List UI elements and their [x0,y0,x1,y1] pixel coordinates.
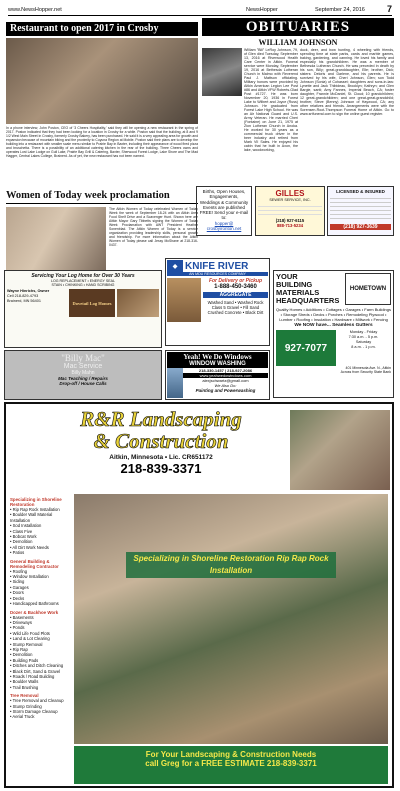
rr-service-label: Land & Lot Clearing [12,636,50,642]
rr-footer-line-1: For Your Landscaping & Construction Needs [145,750,317,759]
log-home-line2: STAIN • CHINKING • HAND SCRIBING [51,283,115,287]
bullet-icon: • [10,590,13,596]
bullet-icon: • [10,673,13,679]
building-title-3: MATERIALS [276,288,320,297]
gilles-services-list [258,204,322,218]
rr-phone: 218-839-3371 [120,461,202,476]
rr-service-label: Driveways [12,619,32,625]
licensed-title: LICENSED & INSURED [336,189,385,194]
rr-service-label: Siding [12,579,25,585]
rr-title-1: R&R Landscaping [80,407,242,431]
billy-mac-tag-2: Drop-off / House Calls [59,381,107,386]
rr-service-label: Class Five [12,528,33,534]
bullet-icon: • [10,698,13,704]
rr-rock-photo [74,494,388,744]
bullet-icon: • [10,709,13,714]
rr-footer-line-2: call Greg for a FREE ESTIMATE 218-839-3371 [145,759,317,768]
rr-logo-block [36,408,286,478]
building-address-2: Across from Security State Bank [340,370,391,374]
rr-service-label: Rip Rap [12,646,28,652]
rr-house-photo [290,410,390,490]
licensed-services [330,196,391,222]
building-title-4: HEADQUARTERS [276,296,340,305]
rr-service-label: Boulder Walls [12,679,39,685]
page-header [8,6,392,16]
rr-service-label: Basements [12,614,34,620]
knife-river-logo-icon: ◆ [167,260,183,272]
bullet-icon: • [10,614,13,620]
bullet-icon: • [10,574,13,580]
licensed-insured-ad [327,186,394,236]
bullet-icon: • [10,550,13,556]
log-home-logo: Dovetail Log Homes [69,289,115,317]
rr-service-label: Demolition [12,652,33,658]
building-services: Quality Homes • Additions • Cottages • Garages • Farm Buildings • Storage Sheds • Decks • Porches • Remodeling Plywood • Lumber • Roofing • Insulation • Hardware • Millwork • Fencing [276,307,391,322]
log-home-title: Servicing Your Log Home for Over 30 Years [31,273,135,279]
billy-mac-ad [4,350,162,400]
building-title-2: BUILDING [276,280,313,289]
bullet-icon: • [10,601,13,607]
knife-river-line2: Class 5 Gravel • Fill Sand [211,305,260,310]
rr-service-item [10,601,72,606]
rr-service-item [10,685,72,690]
obituary-col1: William "Bill" LeRoy Johnson, 79, of Glen died Tuesday, September 13, 2016 at Riverwood Health Care Center in Aitkin. Funeral service were Monday, September 19, 2016 at Bethesda Lutheran Church in Malmo with Reverend Paul J. Mattson officiating. Military honors were provided by Aitkin American Legion Lee Post #86 and Aitkin VFW Roberts-Glad Post #1727. He was born November 20, 1936 in Forest Lake to Wilbert and Joyce (Russ) Johnson. He graduated from Forest Lake High School. He was an Air National Guard and U.S. Army Veteran. He married Cheri (Fontaine) on June 21, 1975 at Zion Lutheran Church in Anoka. He worked for 30 years as a commercial truck driver in the beer industry and retired from Mark VII Sales. He enjoyed his cabin that he built in Axon, the lake, woodworking, [244,48,298,152]
obituaries-banner: OBITUARIES [202,18,394,36]
rr-service-label: Wild Life Food Plots [12,630,50,636]
rr-service-label: Window Installation [12,574,49,580]
announcements-email[interactable]: hopper@ [214,220,234,226]
log-home-phone: Cell 218-829-4793 [7,294,39,298]
bullet-icon: • [10,636,13,642]
rr-service-label: Storm Damage Cleanup [12,709,58,714]
window-email[interactable]: alexjschwartz@gmail.com [202,378,249,383]
billy-mac-tag: Mac Teaching / Repairs [58,376,108,381]
knife-river-photo [167,278,201,322]
rr-service-label: Garages [12,584,29,590]
bullet-icon: • [10,668,13,674]
rr-service-label: Black Dirt, Sand & Gravel [12,668,61,674]
knife-river-line3: Crushed Concrete • Black Dirt [207,310,264,315]
bullet-icon: • [10,625,13,631]
restaurant-headline: Restaurant to open 2017 in Crosby [6,22,198,36]
bullet-icon: • [10,630,13,636]
women-body: The Aitkin Women of Today celebrated Women of Today Week the week of September 18-24 with an Aitkin Area Food Shelf Drive and a Scavenger Hunt. Shown here are Aitkin Mayor Gary Tibbetts signing the Women of Today Week Proclamation with AWT President Heather Sonenblad. The Aitkin Women of Today is a service organization providing leadership skills, personal growth and friendship. For more information about the Aitkin Women of Today please call Jessy McShane at 218-316-0437. [109,207,198,247]
log-home-owner: Wayne Hinrichs, Owner [7,289,50,293]
restaurant-body: In a phone interview, John Poston, CEO of '3 Cheers Hospitality,' said they will be opening a new restaurant in the spring of 2017. Poston indicated that they had been looking for a location in Crosby for a while. Poston said that the building, at 8 and 9 1/2 West Main Street in Crosby, formerly Crosby Bakery, has been purchased. He said it is a very appealing area for growth and expansion because of mountain biking and the proximity to Cuyuna Region at Mobile. Poston said their plans are to develop the building into a restaurant with smaller scale menu similar to Prairie Bay in Baxter, including their appearance of wood fired pizza and bruschetta. There is a possibility of an additional catering kitchen in the rear of the building. Three Cheers owns and operates Lost Lake Lodge on Gull Lake, Prairie Bay Grill & Catering, Baxter, Sherwood Forest Lodge, Lake Shore and The Mad Hagger, Central Lakes College, Brainerd. As of yet, the new restaurant has not been named. [6,126,198,158]
site-url: www.NewsHopper.net [8,7,62,13]
billy-mac-subtitle: Mac Service [63,363,103,370]
log-home-photo [117,289,159,317]
gilles-phone-2: 888-713-5234 [276,223,304,228]
bullet-icon: • [10,652,13,658]
rr-service-label: Demolition [12,539,33,545]
gilles-sewer-ad [255,186,325,236]
free-announcements-box [196,186,252,236]
licensed-phone: (218) 927-3639 [330,224,391,230]
window-phone: 218-330-1457 | 218-927-2086 [198,368,253,373]
bullet-icon: • [10,534,13,540]
bullet-icon: • [10,528,13,534]
issue-date: September 24, 2016 [315,7,365,13]
knife-river-ad [165,258,270,346]
log-home-line1: LOG REPLACEMENT • ENERGY SEAL [50,279,116,283]
rr-service-label: Aerial Truck [12,714,35,720]
rr-service-label: Doors [12,590,24,596]
knife-river-line1: Washed Sand • Washed Rock [207,300,264,305]
obituary-col1-top [244,48,298,152]
bullet-icon: • [10,595,13,601]
hometown-building-ad [273,270,394,398]
bullet-icon: • [10,568,13,574]
bullet-icon: • [10,657,13,663]
rr-title-2: & Construction [93,429,229,453]
knife-river-delivery: For Delivery or Pickup [208,278,263,284]
rr-service-label: Patios [12,550,25,556]
bullet-icon: • [10,539,13,545]
knife-river-phone: 1-888-450-3460 [214,284,257,290]
window-services: Painting and Powerwashing [195,388,256,393]
bullet-icon: • [10,663,13,669]
bullet-icon: • [10,646,13,652]
window-subtitle: WINDOW WASHING [189,361,246,367]
window-photo [167,368,183,398]
hometown-logo: HOMETOWN [345,273,391,305]
rr-category-title: Specializing in Shoreline Restoration [10,497,62,507]
rr-service-label: Sod Installation [12,523,42,529]
rr-category-title: Dozer & Backhoe Work [10,609,59,615]
bullet-icon: • [10,679,13,685]
bullet-icon: • [10,703,13,709]
rr-service-label: Building Pads [12,657,39,663]
rr-service-label: Roofing [12,568,28,574]
rr-service-label: Stump Grinding [12,703,42,709]
rr-service-label: Ditches and Ditch Cleaning [12,663,64,669]
building-address-1: 401 Minnesota Ave. N., Aitkin [345,366,391,370]
building-slogan: We NOW have... Seamless Gutters [294,323,373,328]
rr-banner: Specializing in Shoreline Restoration Rip Rap Rock Installation [126,552,336,578]
women-photo [6,207,106,271]
knife-river-aggregate: AGGREGATE [203,292,268,298]
rr-category-title: Tree Removal [10,693,39,699]
building-hours-3: Saturday [355,340,372,344]
announcements-domain[interactable]: crosbyironton.net [206,226,242,232]
rr-service-item [10,512,72,523]
rr-service-label: Tree Removal and Cleanup [12,698,64,704]
rr-service-label: Boulder Wall Material Installation [10,512,53,523]
rr-category-title: General Building & Remodeling Contractor [10,558,59,569]
billy-mac-title: "Billy Mac" [61,353,105,363]
bullet-icon: • [10,579,13,585]
building-phone: 927-7077 [276,330,336,366]
bullet-icon: • [10,684,13,690]
building-hours-4: 8 a.m. - 1 p.m. [351,345,376,349]
obituary-col2: duck, deer, and bow hunting, 4 wheeling with friends, spending time at state parks, cards and marble games, baking, gardening, and canning. He loved his family and especially his grandchildren. He was a member of Bethesda Lutheran Church. He was preceded in death by his son, Billy; great-granddaughter, Elle; brother, Dick; sisters: Deloris and Darlene, and his parents. He is survived by his wife, Cheri Johnson, Glen; son Todd Johnson (Sonia) of Cohasset; daughters and sons-in-law: Lynette and Jack Thibideau, Brooklyn; Kathryn; and Glen Bargie, santi; Amy Fannes, Imperial Beach, CA; foster daughter, Frannie McDaniel, St. Cloud; 10 grandchildren; 12 great-grandchildren; and one great-great-grandchild; brother, Steve (Benny) Johnson of Haywood, CA; any other relatives and friends. Arrangements were with the Sorensen-Root-Thompson Funeral Home of Aitkin. Go to www.srtfuneral.com to sign the online guest register. [300,48,394,116]
rr-service-label: Handicapped Bathrooms [12,601,59,607]
restaurant-photo [6,38,198,124]
building-hours-2: 7:30 a.m. - 5 p.m. [348,335,379,339]
rr-service-label: Ponds [12,625,25,631]
building-title-1: YOUR [276,272,298,281]
rr-footer [74,746,388,784]
bullet-icon: • [10,619,13,625]
log-home-city: Brainerd, MN 56401 [7,299,41,303]
window-washing-ad [165,350,270,400]
gilles-phone-1: (218) 927-6115 [275,218,305,223]
rr-service-item [10,550,72,555]
gilles-subtitle: SEWER SERVICE, INC. [269,198,311,202]
bullet-icon: • [10,544,13,550]
knife-river-subtitle: AN MDU RESOURCES COMPANY [167,272,268,276]
bullet-icon: • [10,523,13,529]
rr-service-item [10,714,72,719]
log-home-ad [4,270,162,348]
window-title: Yeah! We Do Windows [183,353,252,361]
bullet-icon: • [10,512,13,518]
rr-services-list [10,494,72,784]
knife-river-title: KNIFE RIVER [185,260,249,272]
building-hours-1: Monday - Friday [349,330,378,334]
announcements-text: Births, Open Houses, Engagements, Weddings & Community Events are published FREE! Send your e-mail to: [199,189,249,221]
bullet-icon: • [10,641,13,647]
rr-service-label: Trail Brushing [12,684,39,690]
obituary-portrait [202,48,242,96]
rr-service-label: Decks [12,595,25,601]
rr-service-label: Rip Rap Rock Installation [12,507,60,512]
rr-landscaping-ad [4,402,394,788]
gilles-logo: GILLES [275,189,305,198]
page-number: 7 [386,4,392,14]
bullet-icon: • [10,507,13,512]
bullet-icon: • [10,584,13,590]
paper-name: NewsHopper [246,7,278,13]
billy-mac-owner: Billy Mahn [71,370,95,376]
window-website[interactable]: www.yeahwedowindows.com [183,373,268,378]
bullet-icon: • [10,714,13,720]
women-headline: Women of Today week proclamation [6,190,198,204]
rr-service-label: Stump Removal [12,641,43,647]
obituary-name: WILLIAM JOHNSON [258,38,338,47]
rr-service-label: All Dirt Work Needs [12,544,49,550]
window-also: We Also Do: [214,383,237,388]
rr-service-label: Roads / Road Building [12,673,55,679]
rr-service-label: Bobcat Work [12,534,37,540]
rr-address: Aitkin, Minnesota • Lic. CR651172 [109,454,213,461]
